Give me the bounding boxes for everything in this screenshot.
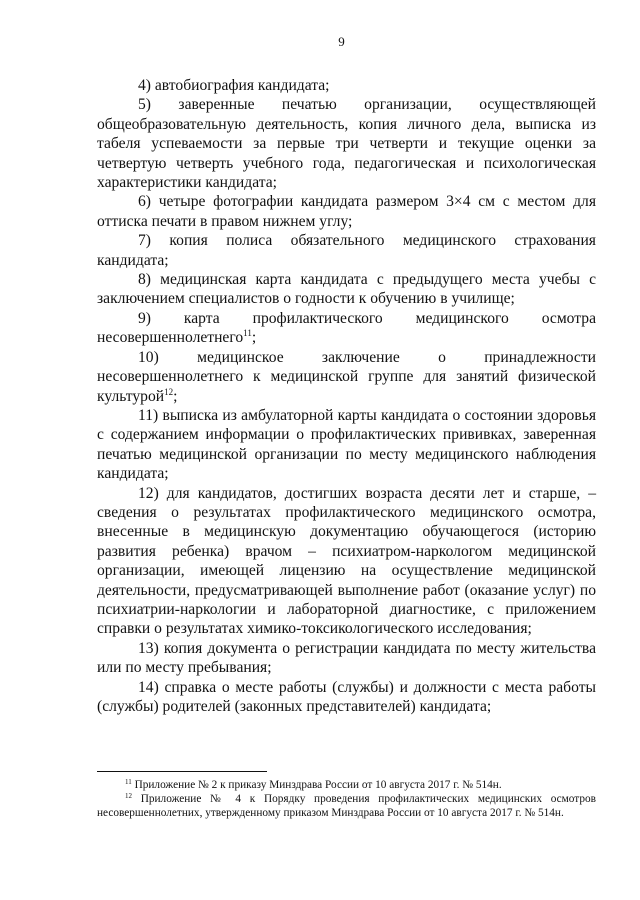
list-item-5: 5) заверенные печатью организации, осуществляющей общеобразовательную деятельность, копия личного дела, выписка из табеля успеваемости за первые три четверти и текущие оценки за четвертую четверть учебного года, педагогическая и психологическая характеристики кандидата; — [97, 96, 596, 192]
list-item-9: 9) карта профилактического медицинского осмотра несовершеннолетнего$^{11}$; — [97, 309, 596, 347]
list-item-12: 12) для кандидатов, достигших возраста десяти лет и старше, – сведения о результатах профилактического медицинского осмотра, внесенные в медицинскую документацию обучающегося (историю развития ребенка) врачом – психиатром-наркологом медицинской организации, имеющей лицензию на осуществление медицинской деятельности, предусматривающей выполнение работ (оказание услуг) по психиатрии-наркологии и лабораторной диагностике, с приложением справки о результатах химико-токсикологического исследования; — [97, 484, 596, 638]
list-item-13: 13) копия документа о регистрации кандидата по месту жительства или по месту пребывания; — [97, 639, 596, 677]
footnote-divider — [97, 771, 267, 772]
list-item-14: 14) справка о месте работы (службы) и должности с места работы (службы) родителей (законных представителей) кандидата; — [97, 678, 596, 715]
page-number: 9 — [338, 34, 345, 49]
footnote-number: 11 — [125, 778, 132, 786]
list-item-10: 10) медицинское заключение о принадлежности несовершеннолетнего к медицинской группе для занятий физической культурой$^{12}$; — [97, 348, 596, 405]
footnote-12: $^{12}$ Приложение № 4 к Порядку проведения профилактических медицинских осмотров несовершеннолетних, утвержденному приказом Минздрава России от 10 августа 2017 г. № 514н. — [97, 792, 596, 819]
list-item-11: 11) выписка из амбулаторной карты кандидата о состоянии здоровья с содержанием информации о профилактических прививках, заверенная печатью медицинской организации по месту медицинского наблюдения кандидата; — [97, 406, 596, 483]
footnote-number: 12 — [125, 792, 132, 800]
footnotes — [97, 778, 596, 820]
list-item-8: 8) медицинская карта кандидата с предыдущего места учебы с заключением специалистов о годности к обучению в училище; — [97, 271, 596, 308]
footnote-ref-12[interactable]: 12 — [164, 386, 174, 397]
list-item-6: 6) четыре фотографии кандидата размером 3×4 см с местом для оттиска печати в правом нижнем углу; — [97, 193, 596, 230]
list-item-7: 7) копия полиса обязательного медицинского страхования кандидата; — [97, 232, 596, 269]
body-text — [97, 76, 596, 716]
list-item-4: 4) автобиография кандидата; — [138, 77, 330, 94]
footnote-ref-11[interactable]: 11 — [243, 328, 252, 339]
footnote-11: $^{11}$ Приложение № 2 к приказу Минздрава России от 10 августа 2017 г. № 514н. — [125, 778, 502, 791]
